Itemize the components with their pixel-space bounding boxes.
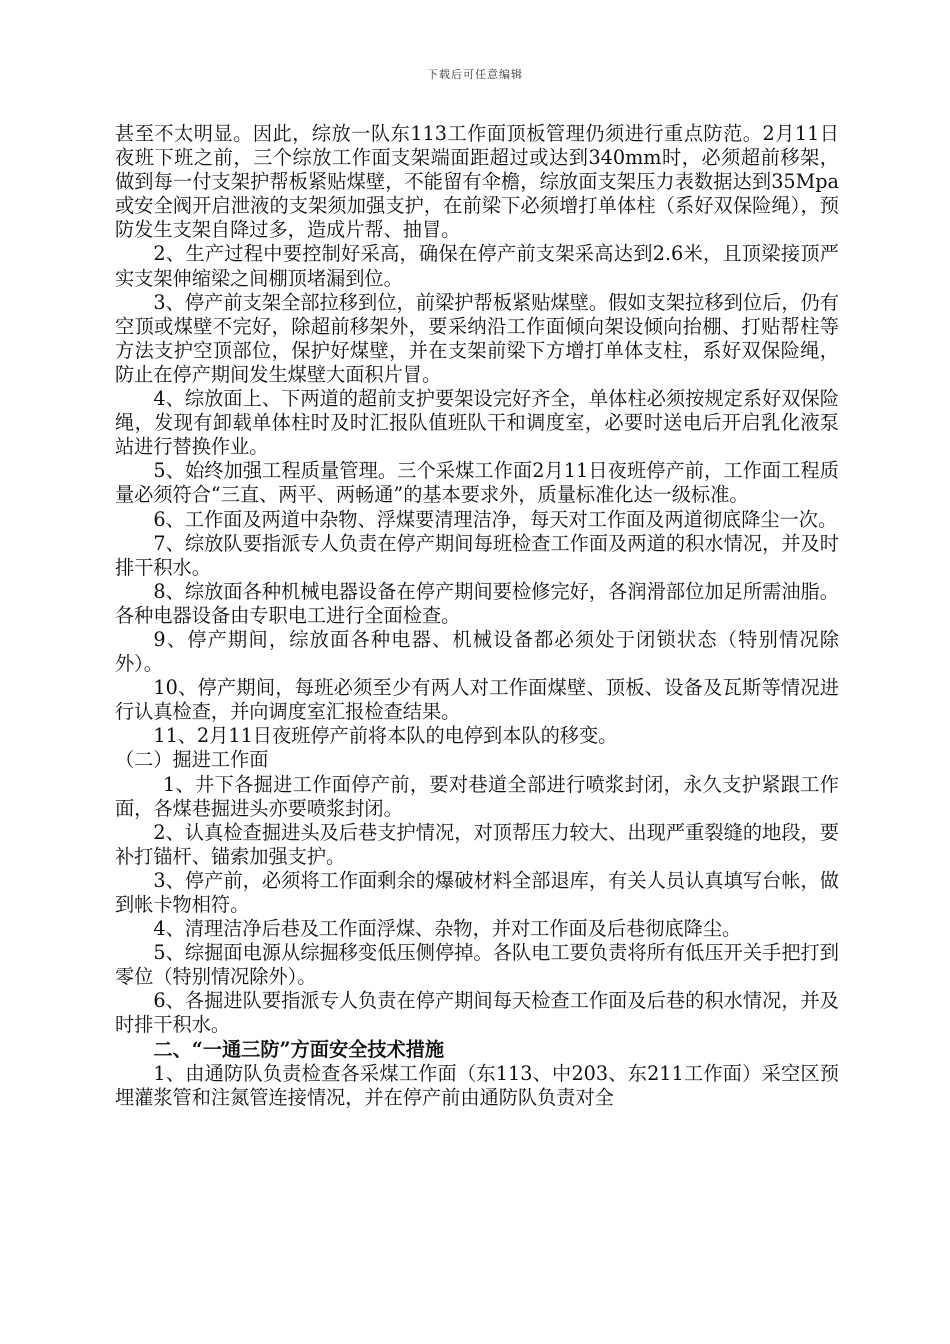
paragraph-item-3: 3、停产前支架全部拉移到位，前梁护帮板紧贴煤壁。假如支架拉移到位后，仍有空顶或煤壁不完好，除超前移架外，要采纳沿工作面倾向架设倾向抬棚、打贴帮柱等方法支护空顶部位，保护好煤壁，并在支架前梁下方增打单体支柱，系好双保险绳，防止在停产期间发生煤壁大面积片冒。 <box>115 290 839 386</box>
paragraph-excavation-5: 5、综掘面电源从综掘移变低压侧停掉。各队电工要负责将所有低压开关手把打到零位（特别情况除外）。 <box>115 941 839 989</box>
paragraph-item-8: 8、综放面各种机械电器设备在停产期间要检修完好，各润滑部位加足所需油脂。各种电器设备由专职电工进行全面检查。 <box>115 579 839 627</box>
paragraph-item-9: 9、停产期间，综放面各种电器、机械设备都必须处于闭锁状态（特别情况除外）。 <box>115 627 839 676</box>
page-header-note: 下载后可任意编辑 <box>427 68 523 81</box>
paragraph-excavation-1: 1、井下各掘进工作面停产前，要对巷道全部进行喷浆封闭，永久支护紧跟工作面，各煤巷掘进头亦要喷浆封闭。 <box>115 772 839 820</box>
subsection-heading-excavation: （二）掘进工作面 <box>115 748 269 772</box>
document-body <box>115 122 839 1110</box>
paragraph-excavation-3: 3、停产前，必须将工作面剩余的爆破材料全部退库，有关人员认真填写台帐，做到帐卡物相符。 <box>115 868 839 916</box>
paragraph-item-7: 7、综放队要指派专人负责在停产期间每班检查工作面及两道的积水情况，并及时排干积水。 <box>115 531 839 579</box>
paragraph-item-6: 6、工作面及两道中杂物、浮煤要清理洁净，每天对工作面及两道彻底降尘一次。 <box>153 507 838 531</box>
paragraph-item-11: 11、2月11日夜班停产前将本队的电停到本队的移变。 <box>153 724 618 748</box>
paragraph-item-10: 10、停产期间，每班必须至少有两人对工作面煤壁、顶板、设备及瓦斯等情况进行认真检查，并向调度室汇报检查结果。 <box>115 676 839 724</box>
paragraph-item-5: 5、始终加强工程质量管理。三个采煤工作面2月11日夜班停产前，工作面工程质量必须符合“三直、两平、两畅通”的基本要求外，质量标准化达一级标准。 <box>115 459 839 507</box>
paragraph-item-2: 2、生产过程中要控制好采高，确保在停产前支架采高达到2.6米，且顶梁接顶严实支架伸缩梁之间棚顶堵漏到位。 <box>115 242 839 290</box>
paragraph-excavation-4: 4、清理洁净后巷及工作面浮煤、杂物，并对工作面及后巷彻底降尘。 <box>153 917 742 941</box>
paragraph-continuation: 甚至不太明显。因此，综放一队东113工作面顶板管理仍须进行重点防范。2月11日夜班下班之前，三个综放工作面支架端面距超过或达到340mm时，必须超前移架，做到每一付支架护帮板紧贴煤壁，不能留有伞檐，综放面支架压力表数据达到35Mpa或安全阀开启泄液的支架须加强支护，在前梁下必须增打单体柱（系好双保险绳），预防发生支架自降过多，造成片帮、抽冒。 <box>115 122 839 242</box>
section-heading-ventilation: 二、“一通三防”方面安全技术措施 <box>153 1037 445 1061</box>
paragraph-excavation-6: 6、各掘进队要指派专人负责在停产期间每天检查工作面及后巷的积水情况，并及时排干积水。 <box>115 989 839 1037</box>
paragraph-excavation-2: 2、认真检查掘进头及后巷支护情况，对顶帮压力较大、出现严重裂缝的地段，要补打锚杆、锚索加强支护。 <box>115 820 839 868</box>
paragraph-ventilation-1: 1、由通防队负责检查各采煤工作面（东113、中203、东211工作面）采空区预埋灌浆管和注氮管连接情况，并在停产前由通防队负责对全 <box>115 1061 839 1109</box>
paragraph-item-4: 4、综放面上、下两道的超前支护要架设完好齐全，单体柱必须按规定系好双保险绳，发现有卸载单体柱时及时汇报队值班队干和调度室，必要时送电后开启乳化液泵站进行替换作业。 <box>115 387 839 459</box>
